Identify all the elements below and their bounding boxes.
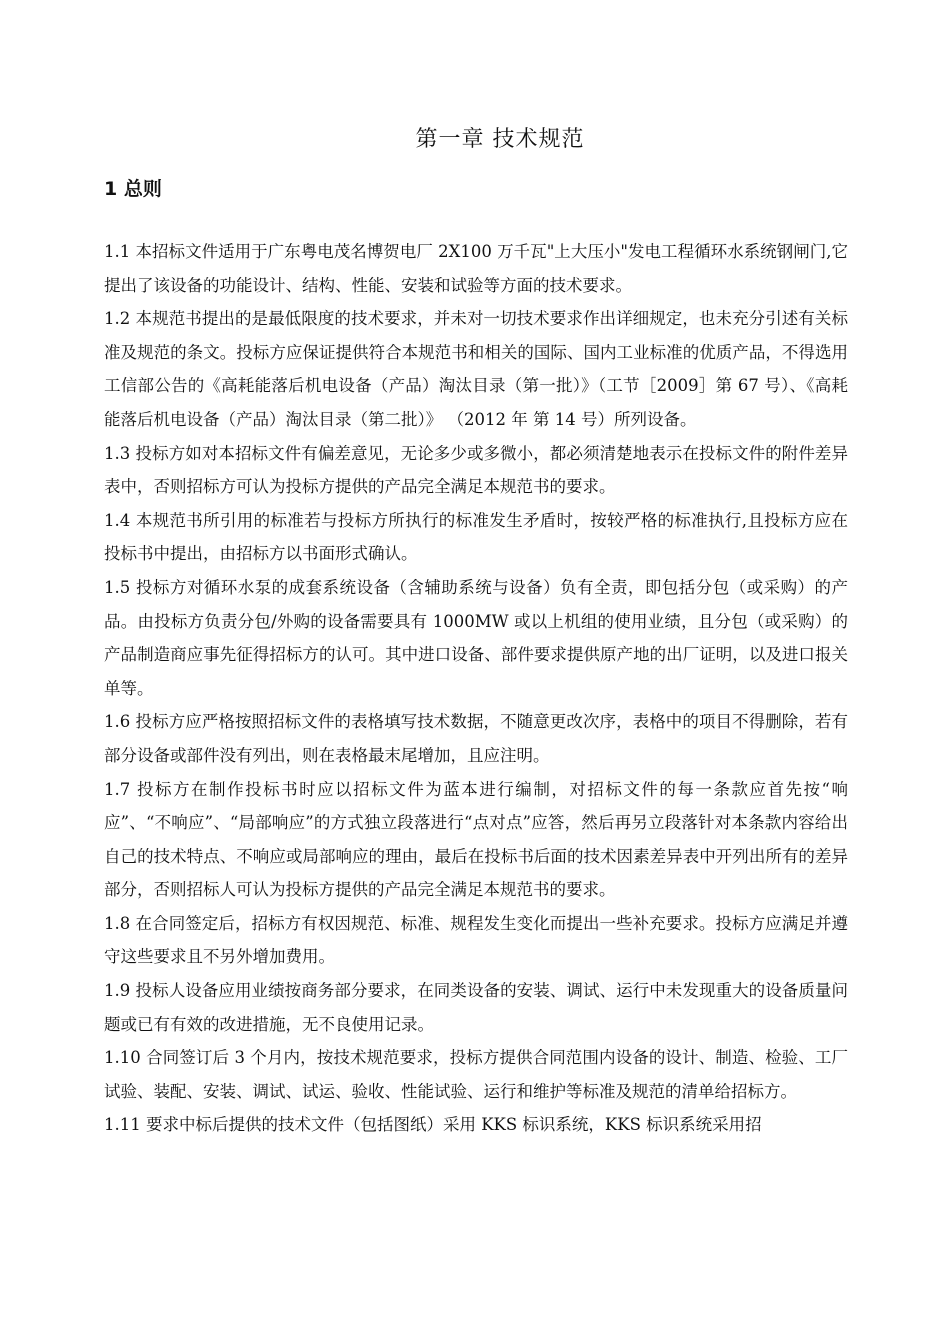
- paragraph-1-10: 1.10 合同签订后 3 个月内，按技术规范要求，投标方提供合同范围内设备的设计、制造、检验、工厂试验、装配、安装、调试、试运、验收、性能试验、运行和维护等标准及规范的清单给招标方。: [104, 1048, 848, 1101]
- paragraph-1-11: 1.11 要求中标后提供的技术文件（包括图纸）采用 KKS 标识系统，KKS 标识系统采用招: [104, 1115, 762, 1135]
- paragraph-1-9: 1.9 投标人设备应用业绩按商务部分要求，在同类设备的安装、调试、运行中未发现重大的设备质量问题或已有有效的改进措施，无不良使用记录。: [104, 981, 848, 1034]
- paragraph-1-4: 1.4 本规范书所引用的标准若与投标方所执行的标准发生矛盾时，按较严格的标准执行,且投标方应在投标书中提出，由招标方以书面形式确认。: [104, 510, 848, 564]
- body-text: [104, 235, 848, 1142]
- paragraph-1-2: 1.2 本规范书提出的是最低限度的技术要求，并未对一切技术要求作出详细规定，也未充分引述有关标准及规范的条文。投标方应保证提供符合本规范书和相关的国际、国内工业标准的优质产品，不得选用工信部公告的《高耗能落后机电设备（产品）淘汰目录（第一批）》（工节［2009］第 67 号）、《高耗能落后机电设备（产品）淘汰目录（第二批）》 （2012 年 第 14 号）所列设备。: [104, 309, 848, 429]
- chapter-title: 第一章 技术规范: [415, 127, 585, 152]
- paragraph-1-6: 1.6 投标方应严格按照招标文件的表格填写技术数据，不随意更改次序，表格中的项目不得删除，若有部分设备或部件没有列出，则在表格最末尾增加，且应注明。: [104, 712, 848, 765]
- paragraph-1-3: 1.3 投标方如对本招标文件有偏差意见，无论多少或多微小，都必须清楚地表示在投标文件的附件差异表中，否则招标方可认为投标方提供的产品完全满足本规范书的要求。: [104, 443, 848, 497]
- paragraph-1-8: 1.8 在合同签定后，招标方有权因规范、标准、规程发生变化而提出一些补充要求。投标方应满足并遵守这些要求且不另外增加费用。: [104, 913, 848, 967]
- paragraph-1-7: 1.7 投标方在制作投标书时应以招标文件为蓝本进行编制，对招标文件的每一条款应首先按“响应”、“不响应”、“局部响应”的方式独立段落进行“点对点”应答，然后再另立段落针对本条款内容给出自己的技术特点、不响应或局部响应的理由，最后在投标书后面的技术因素差异表中开列出所有的差异部分，否则招标人可认为投标方提供的产品完全满足本规范书的要求。: [104, 779, 848, 900]
- paragraph-1-5: 1.5 投标方对循环水泵的成套系统设备（含辅助系统与设备）负有全责，即包括分包（或采购）的产品。由投标方负责分包/外购的设备需要具有 1000MW 或以上机组的使用业绩，且分包（或采购）的产品制造商应事先征得招标方的认可。其中进口设备、部件要求提供原产地的出厂证明，以及进口报关单等。: [104, 577, 848, 698]
- paragraph-1-1: 1.1 本招标文件适用于广东粤电茂名博贺电厂 2X100 万千瓦"上大压小"发电工程循环水系统钢闸门,它提出了该设备的功能设计、结构、性能、安装和试验等方面的技术要求。: [104, 242, 848, 295]
- section-heading: 1 总则: [104, 178, 162, 200]
